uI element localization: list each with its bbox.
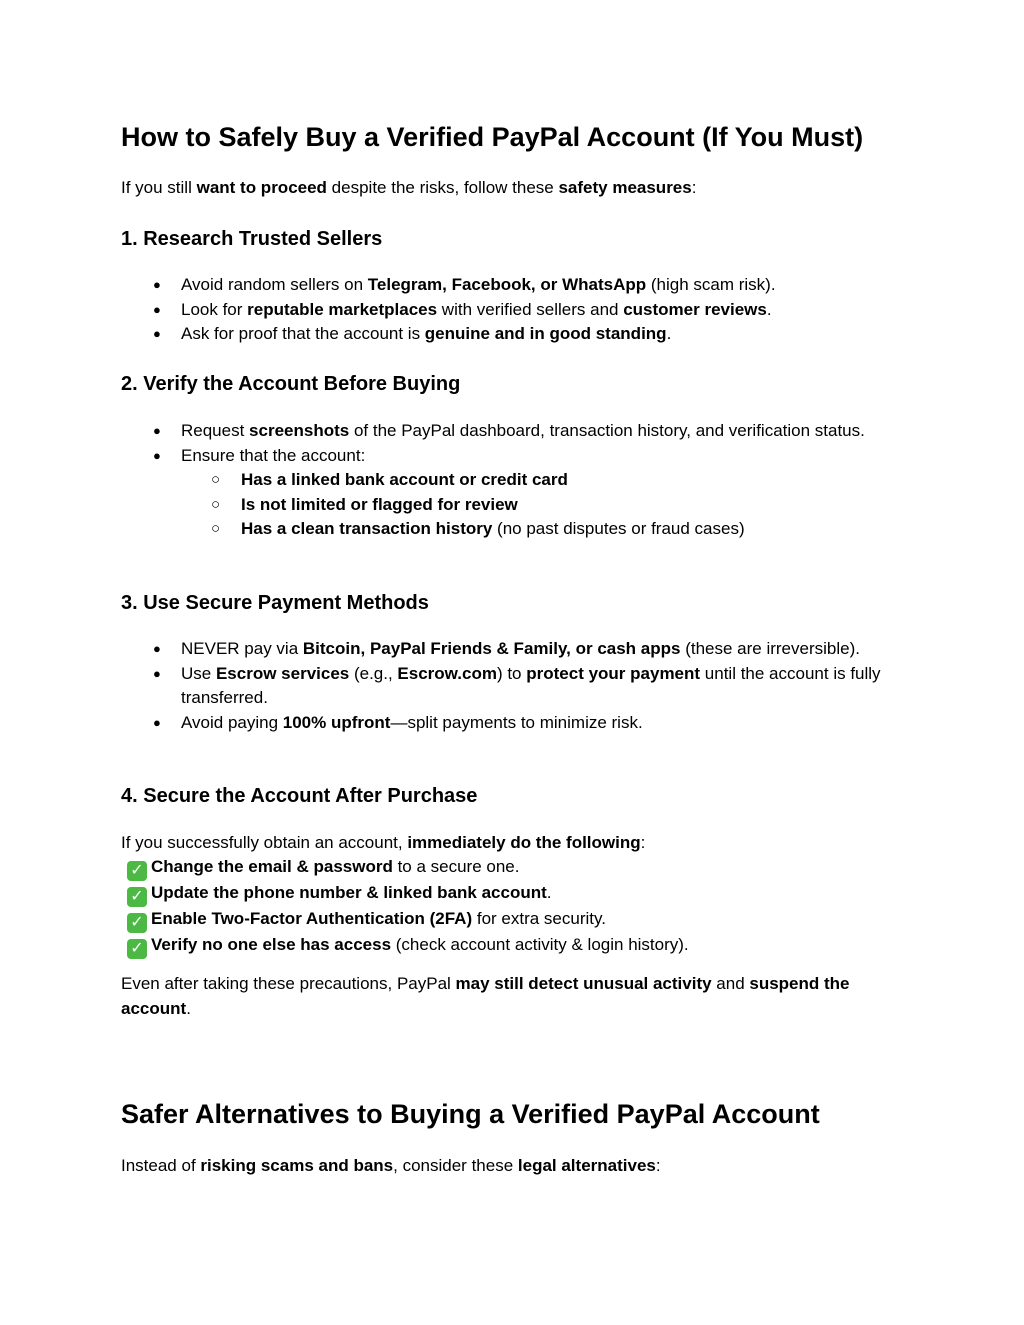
list-item: ✓ Change the email & password to a secure one. <box>121 855 911 881</box>
step2-sublist <box>181 468 906 542</box>
list-item: ● Ensure that the account: ○ Has a linked bank account or credit card ○ Is not limited or flagged for review ○ Has a clean transaction history (no past disputes or fraud cases) <box>121 444 906 542</box>
step1-heading: 1. Research Trusted Sellers <box>121 228 383 250</box>
list-item: ● Ask for proof that the account is genuine and in good standing. <box>121 322 906 347</box>
list-item: ○ Has a linked bank account or credit card <box>181 468 906 493</box>
step2-heading: 2. Verify the Account Before Buying <box>121 373 461 395</box>
alternatives-intro: Instead of risking scams and bans, consider these legal alternatives: <box>121 1156 661 1175</box>
list-item: ● Use Escrow services (e.g., Escrow.com) to protect your payment until the account is fully transferred. <box>121 662 906 711</box>
check-mark-icon: ✓ <box>127 913 147 933</box>
list-item: ● Avoid paying 100% upfront—split payments to minimize risk. <box>121 711 906 736</box>
step3-heading: 3. Use Secure Payment Methods <box>121 592 429 614</box>
list-item: ✓ Update the phone number & linked bank account. <box>121 881 911 907</box>
step1-list <box>121 273 906 347</box>
list-item: ● Avoid random sellers on Telegram, Facebook, or WhatsApp (high scam risk). <box>121 273 906 298</box>
check-mark-icon: ✓ <box>127 861 147 881</box>
step2-list <box>121 419 906 542</box>
step4-heading: 4. Secure the Account After Purchase <box>121 785 478 807</box>
section-heading-safer-alternatives: Safer Alternatives to Buying a Verified PayPal Account <box>121 1099 820 1129</box>
list-item: ● Look for reputable marketplaces with verified sellers and customer reviews. <box>121 298 906 323</box>
check-mark-icon: ✓ <box>127 887 147 907</box>
step3-list <box>121 637 906 735</box>
list-item: ● NEVER pay via Bitcoin, PayPal Friends & Family, or cash apps (these are irreversible). <box>121 637 906 662</box>
list-item: ● Request screenshots of the PayPal dashboard, transaction history, and verification status. <box>121 419 906 444</box>
list-item: ○ Is not limited or flagged for review <box>181 493 906 518</box>
list-item: ✓ Verify no one else has access (check account activity & login history). <box>121 933 911 959</box>
step4-checklist <box>121 855 911 959</box>
section-heading-safely-buy: How to Safely Buy a Verified PayPal Account (If You Must) <box>121 122 864 152</box>
step4-intro: If you successfully obtain an account, immediately do the following: <box>121 833 646 852</box>
intro-paragraph: If you still want to proceed despite the risks, follow these safety measures: <box>121 178 697 197</box>
list-item: ○ Has a clean transaction history (no past disputes or fraud cases) <box>181 517 906 542</box>
check-mark-icon: ✓ <box>127 939 147 959</box>
step4-note: Even after taking these precautions, PayPal may still detect unusual activity and suspend the account. <box>121 974 850 1018</box>
list-item: ✓ Enable Two-Factor Authentication (2FA) for extra security. <box>121 907 911 933</box>
